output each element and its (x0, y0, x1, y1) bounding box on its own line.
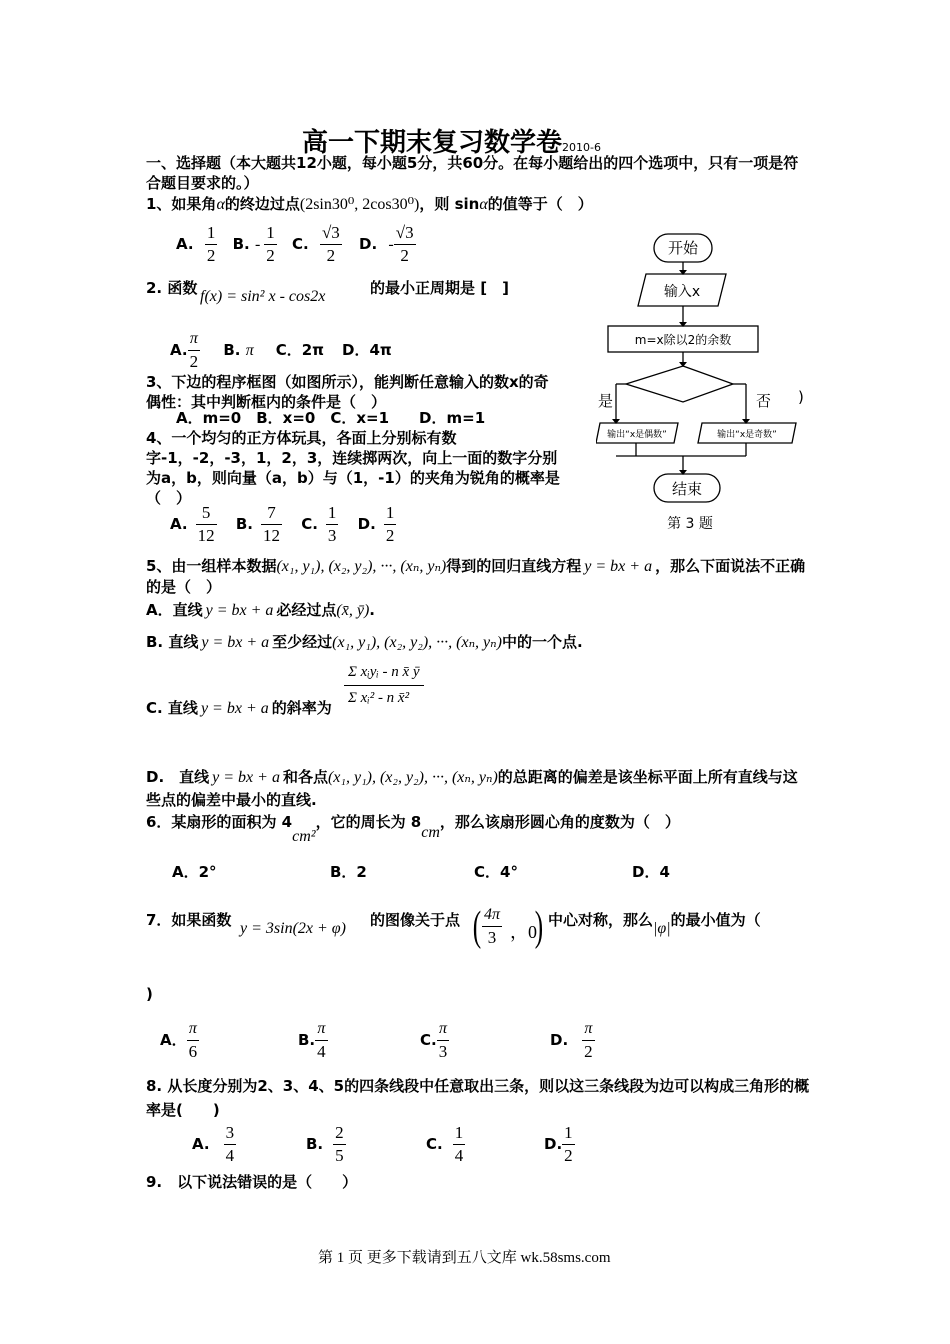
flowchart (596, 228, 826, 538)
section-heading (146, 153, 808, 193)
q5-slope-fraction: Σ xᵢyᵢ - n x̄ ȳ Σ xᵢ² - n x̄² (344, 664, 424, 707)
page-footer: 第 1 页 更多下载请到五八文库 wk.58sms.com (318, 1250, 611, 1266)
q1-point: (2sin30⁰, 2cos30⁰) (299, 196, 420, 213)
question-1: 1、如果角α的终边过点(2sin30⁰, 2cos30⁰)，则 sinα的值等于（ ） (146, 195, 593, 213)
section-heading-text: 一、选择题（本大题共12小题，每小题5分，共60分。在每小题给出的四个选项中，只有一项是符合题目要求的。） (146, 154, 799, 192)
flow-odd-label: 输出“x是奇数” (717, 430, 777, 440)
q7-formula: y = 3sin(2x + φ) (240, 920, 346, 937)
q5-stem: 5、由一组样本数据(x₁, y₁), (x₂, y₂), ···, (xₙ, yₙ)得到的回归直线方程 y = bx + a ，那么下面说法不正确的是（ ） (146, 557, 806, 596)
q5-option-b: B. 直线 y = bx + a 至少经过(x₁, y₁), (x₂, y₂), ···, (xₙ, yₙ)中的一个点. (146, 633, 583, 651)
q7-close: ) (146, 985, 153, 1003)
q2-options: A. $\frac{\pi}{2}$ B. π C．2π D．4π (170, 330, 392, 371)
q2-post: 的最小正周期是 [ ] (370, 279, 509, 297)
q7-point-fraction: $\frac{4\pi}{3}$ (484, 906, 501, 947)
q7-post: 中心对称，那么|φ|的最小值为（ (548, 911, 761, 937)
q1-opt-c-label: C. (292, 235, 309, 253)
q8-options: A. $\frac{3}{4}$ B. $\frac{2}{5}$ C. $\frac{1}{4}$ D. $\frac{1}{2}$ (192, 1123, 573, 1165)
flow-process-label: m=x除以2的余数 (634, 333, 732, 347)
q5-option-a: A．直线 y = bx + a 必经过点(x̄, ȳ). (146, 601, 375, 619)
q7-paren-right: ) (534, 904, 544, 950)
question-4: 4、一个均匀的正方体玩具，各面上分别标有数字-1，-2，-3，1，2，3，连续掷两次，向上一面的数字分别为a，b，则向量（a，b）与（1，-1）的夹角为锐角的概率是（ ） (146, 429, 560, 507)
question-8: 8. 从长度分别为2、3、4、5的四条线段中任意取出三条，则以这三条线段为边可以构成三角形的概率是( ) (146, 1077, 810, 1119)
q4-options: A. $\frac{5}{12}$ B. $\frac{7}{12}$ C. $\frac{1}{3}$ D. $\frac{1}{2}$ (170, 503, 395, 545)
question-9: 9. 以下说法错误的是（ ） (146, 1173, 358, 1191)
title-date: 2010-6 (562, 141, 601, 154)
q1-tail: 的值等于（ ） (487, 195, 593, 213)
q6-options: A．2° B．2 C．4° D．4 (172, 863, 670, 881)
question-6: 6．某扇形的面积为 4cm²，它的周长为 8cm，那么该扇形圆心角的度数为（ ） (146, 813, 680, 845)
q1-post: ，则 sin (419, 195, 480, 213)
q5-option-d: D. 直线 y = bx + a 和各点(x₁, y₁), (x₂, y₂), ···, (xₙ, yₙ)的总距离的偏差是该坐标平面上所有直线与这些点的偏差中最小的直线. (146, 768, 798, 809)
q7-mid: 的图像关于点 (370, 911, 461, 929)
flow-start-label: 开始 (667, 239, 699, 257)
q2-formula: f(x) = sin² x - cos2x (200, 288, 326, 305)
title-text: 高一下期末复习数学卷 (302, 128, 563, 158)
q1-opt-a-label: A. (176, 235, 194, 253)
flow-caption: 第 3 题 (667, 516, 713, 532)
flow-even-label: 输出“x是偶数” (607, 430, 667, 440)
flow-yes-label: 是 (598, 392, 614, 410)
q7-options: A． $\frac{\pi}{6}$ B. $\frac{\pi}{4}$ C. $\frac{\pi}{3}$ D. $\frac{\pi}{2}$ (160, 1020, 593, 1061)
q1-options: A. $\frac{1}{2}$ B. - $\frac{1}{2}$ C. $\frac{√3}{2}$ D. - $\frac{√3}{2}$ (176, 223, 414, 265)
q7-paren-left: ( (472, 904, 482, 950)
q2-pre: 2. 函数 (146, 279, 198, 297)
q1-pre: 1、如果角 (146, 195, 217, 213)
q3-options: A．m=0 B．x=0 C．x=1 D．m=1 (176, 409, 486, 427)
q7-point-zero: ，0 (510, 922, 537, 942)
flow-end-label: 结束 (671, 480, 703, 498)
question-7: 7．如果函数 (146, 911, 232, 929)
q1-opt-d-label: D. (359, 235, 378, 253)
flow-input-label: 输入x (663, 284, 701, 300)
flow-decision-node (626, 366, 733, 402)
flow-no-label: 否 (756, 392, 772, 410)
question-3: 3、下边的程序框图（如图所示），能判断任意输入的数x的奇偶性：其中判断框内的条件是（ ） (146, 373, 549, 411)
q5-option-c: C. 直线 y = bx + a 的斜率为 (146, 699, 332, 717)
q1-mid: 的终边过点 (224, 195, 300, 213)
flow-paren: ) (798, 388, 804, 406)
question-2 (146, 278, 197, 298)
q1-opt-b-label: B. (232, 235, 250, 253)
